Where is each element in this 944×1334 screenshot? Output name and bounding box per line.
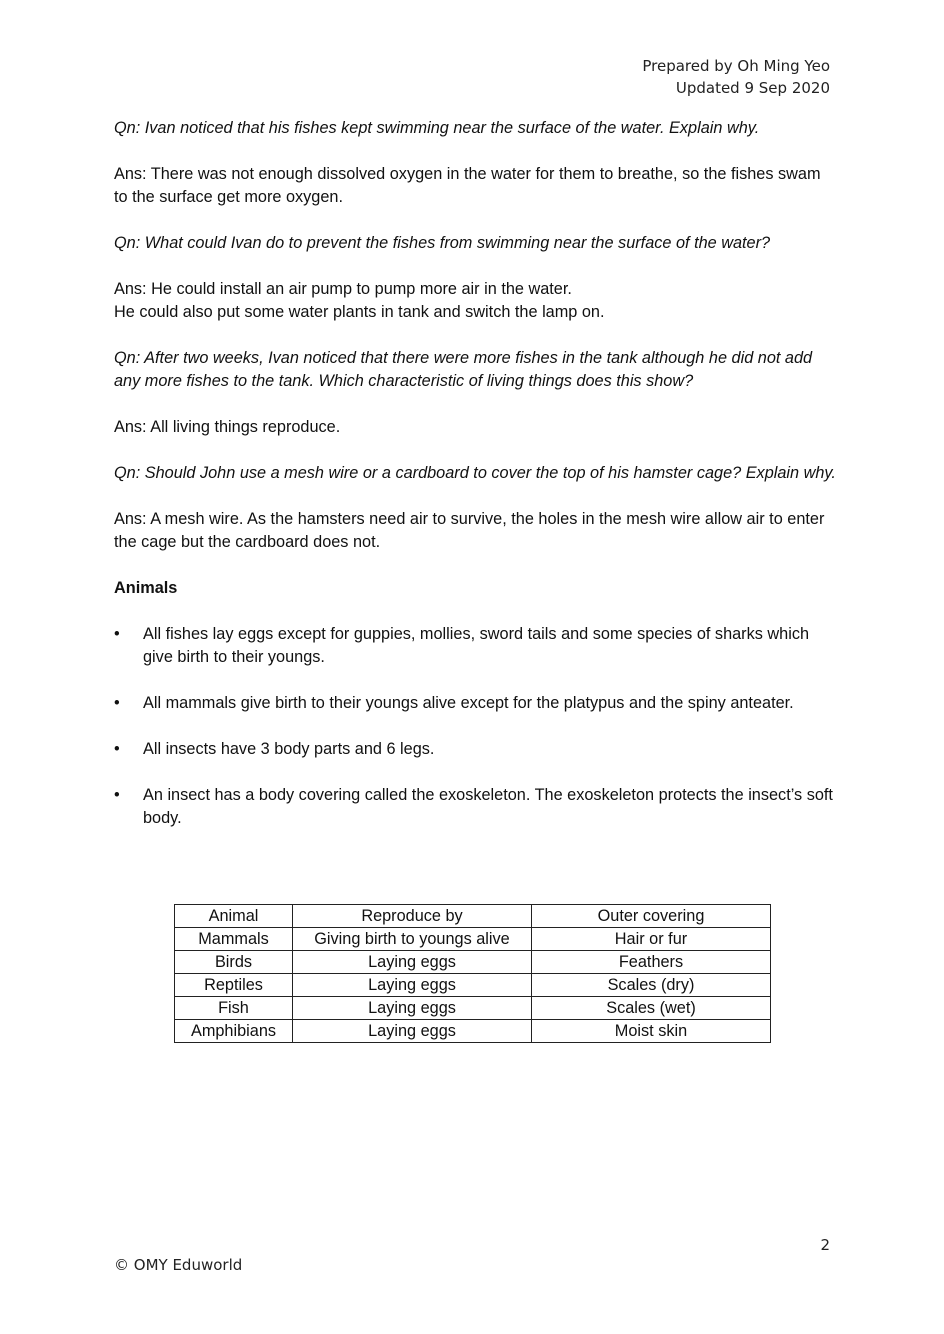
question-1 bbox=[114, 117, 836, 140]
answer-4 bbox=[114, 508, 836, 554]
list-item-text: An insect has a body covering called the exoskeleton. The exoskeleton protects the insect’s soft body. bbox=[143, 786, 833, 827]
table-cell: Scales (wet) bbox=[532, 997, 771, 1020]
question-text: Qn: What could Ivan do to prevent the fishes from swimming near the surface of the water? bbox=[114, 234, 771, 252]
table-cell: Birds bbox=[175, 951, 293, 974]
answer-3 bbox=[114, 416, 836, 439]
table-cell: Scales (dry) bbox=[532, 974, 771, 997]
animal-facts-list bbox=[114, 623, 836, 830]
question-4 bbox=[114, 462, 836, 485]
table-row bbox=[175, 974, 771, 997]
table-row bbox=[175, 1020, 771, 1043]
question-2 bbox=[114, 232, 836, 255]
section-heading-animals: Animals bbox=[114, 579, 178, 597]
bullet-icon: • bbox=[114, 740, 120, 758]
table-cell: Feathers bbox=[532, 951, 771, 974]
answer-text: Ans: All living things reproduce. bbox=[114, 418, 341, 436]
table-cell: Fish bbox=[175, 997, 293, 1020]
table-cell: Giving birth to youngs alive bbox=[293, 928, 532, 951]
table-row bbox=[175, 951, 771, 974]
table-header-cell: Animal bbox=[175, 905, 293, 928]
question-3 bbox=[114, 347, 836, 393]
list-item-text: All mammals give birth to their youngs alive except for the platypus and the spiny anteater. bbox=[143, 694, 794, 712]
table-cell: Reptiles bbox=[175, 974, 293, 997]
main-content bbox=[114, 117, 836, 853]
animal-classification-table bbox=[174, 904, 771, 1043]
answer-1 bbox=[114, 163, 836, 209]
table-header-row bbox=[175, 905, 771, 928]
list-item bbox=[114, 623, 836, 669]
answer-text: Ans: He could install an air pump to pump more air in the water. bbox=[114, 280, 572, 298]
question-text: Qn: Should John use a mesh wire or a cardboard to cover the top of his hamster cage? Explain why. bbox=[114, 464, 836, 482]
table-cell: Laying eggs bbox=[293, 1020, 532, 1043]
table-cell: Moist skin bbox=[532, 1020, 771, 1043]
list-item bbox=[114, 692, 836, 715]
copyright-footer: © OMY Eduworld bbox=[114, 1256, 243, 1274]
table-cell: Hair or fur bbox=[532, 928, 771, 951]
table-cell: Laying eggs bbox=[293, 974, 532, 997]
bullet-icon: • bbox=[114, 625, 120, 643]
answer-text: He could also put some water plants in tank and switch the lamp on. bbox=[114, 303, 605, 321]
table-cell: Amphibians bbox=[175, 1020, 293, 1043]
table-header-cell: Outer covering bbox=[532, 905, 771, 928]
page-number: 2 bbox=[820, 1236, 830, 1254]
answer-text: Ans: There was not enough dissolved oxygen in the water for them to breathe, so the fishes swam to the surface get more oxygen. bbox=[114, 165, 821, 206]
question-text: Qn: Ivan noticed that his fishes kept swimming near the surface of the water. Explain why. bbox=[114, 119, 760, 137]
answer-text: Ans: A mesh wire. As the hamsters need air to survive, the holes in the mesh wire allow air to enter the cage but the cardboard does not. bbox=[114, 510, 825, 551]
question-text: Qn: After two weeks, Ivan noticed that there were more fishes in the tank although he did not add any more fishes to the tank. Which characteristic of living things does this show? bbox=[114, 349, 813, 390]
bullet-icon: • bbox=[114, 786, 120, 804]
updated-date-text: Updated 9 Sep 2020 bbox=[675, 79, 830, 97]
table-header-cell: Reproduce by bbox=[293, 905, 532, 928]
list-item-text: All insects have 3 body parts and 6 legs. bbox=[143, 740, 435, 758]
table-row bbox=[175, 997, 771, 1020]
bullet-icon: • bbox=[114, 694, 120, 712]
answer-2 bbox=[114, 278, 836, 324]
table-cell: Mammals bbox=[175, 928, 293, 951]
list-item bbox=[114, 738, 836, 761]
table-cell: Laying eggs bbox=[293, 997, 532, 1020]
list-item bbox=[114, 784, 836, 830]
table-cell: Laying eggs bbox=[293, 951, 532, 974]
table-row bbox=[175, 928, 771, 951]
page-header bbox=[642, 55, 830, 99]
prepared-by-text: Prepared by Oh Ming Yeo bbox=[642, 57, 830, 75]
list-item-text: All fishes lay eggs except for guppies, mollies, sword tails and some species of sharks which give birth to their youngs. bbox=[143, 625, 810, 666]
